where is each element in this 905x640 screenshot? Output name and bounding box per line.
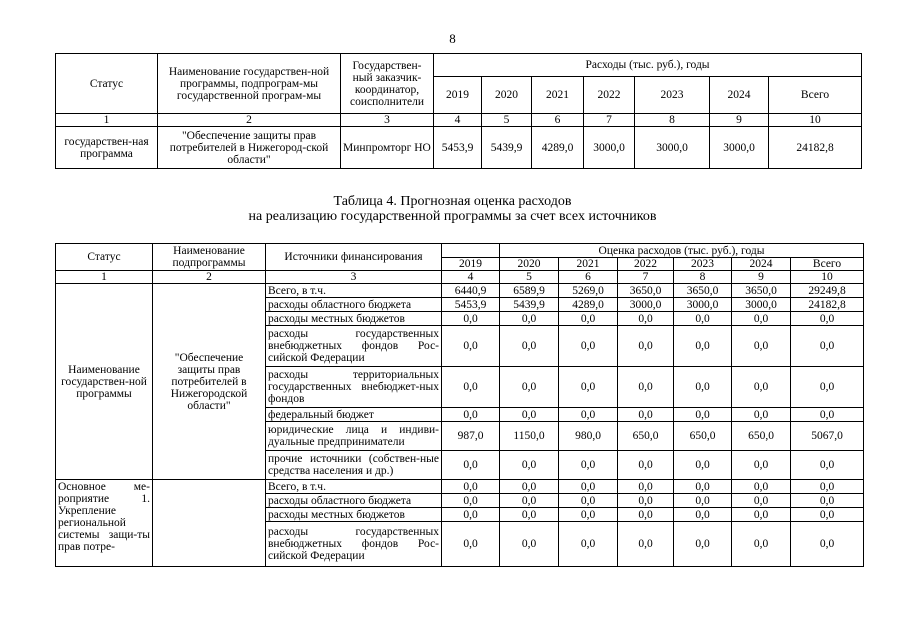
value-cell: 0,0 [618,367,674,408]
value-cell: 0,0 [559,480,618,494]
value-cell: 24182,8 [769,127,862,169]
value-cell: 650,0 [674,422,732,451]
value-cell: 0,0 [442,408,500,422]
value-cell: 0,0 [732,494,791,508]
value-cell: 0,0 [791,451,864,480]
value-cell: 6589,9 [500,284,559,298]
header-year: 2022 [618,258,674,271]
source-label: расходы областного бюджета [266,298,442,312]
value-cell: 0,0 [674,326,732,367]
column-number: 3 [266,271,442,284]
column-number: 4 [442,271,500,284]
group-subprogram: "Обеспечение защиты прав потребителей в Нижегородской области" [153,284,266,480]
value-cell: 650,0 [732,422,791,451]
value-cell: 0,0 [618,312,674,326]
value-cell: 3650,0 [674,284,732,298]
header-sources: Источники финансирования [266,244,442,271]
caption-line: Таблица 4. Прогнозная оценка расходов [333,194,572,209]
header-year: 2021 [559,258,618,271]
source-label: прочие источники (собствен-ные средства населения и др.) [266,451,442,480]
value-cell: 0,0 [618,451,674,480]
value-cell: 0,0 [559,326,618,367]
value-cell: 24182,8 [791,298,864,312]
value-cell: 5269,0 [559,284,618,298]
value-cell: 0,0 [559,522,618,567]
value-cell: 0,0 [791,494,864,508]
value-cell: 0,0 [791,326,864,367]
value-cell: 0,0 [442,522,500,567]
header-estimate: Оценка расходов (тыс. руб.), годы [500,244,864,258]
value-cell: 0,0 [442,367,500,408]
group-subprogram [153,480,266,567]
column-number: 7 [584,114,635,127]
column-number: 8 [674,271,732,284]
source-label: расходы местных бюджетов [266,508,442,522]
value-cell: 5453,9 [434,127,482,169]
value-cell: 0,0 [674,480,732,494]
value-cell: 29249,8 [791,284,864,298]
header-year: 2021 [532,77,584,114]
header-year: 2019 [442,258,500,271]
column-number: 3 [341,114,434,127]
column-number: 10 [769,114,862,127]
header-year: 2019 [434,77,482,114]
value-cell: 0,0 [442,326,500,367]
header-year: 2023 [674,258,732,271]
value-cell: 0,0 [732,480,791,494]
value-cell: 5439,9 [482,127,532,169]
value-cell: 5067,0 [791,422,864,451]
source-label: расходы местных бюджетов [266,312,442,326]
header-year: 2024 [732,258,791,271]
value-cell: 0,0 [442,480,500,494]
value-cell: 650,0 [618,422,674,451]
source-label: Всего, в т.ч. [266,480,442,494]
source-label: расходы территориальных государственных внебюджет-ных фондов [266,367,442,408]
source-label: Всего, в т.ч. [266,284,442,298]
value-cell: 0,0 [791,367,864,408]
value-cell: 0,0 [674,312,732,326]
header-year: 2020 [500,258,559,271]
table-row [56,284,864,298]
header-year: 2023 [635,77,710,114]
value-cell: 0,0 [618,508,674,522]
value-cell: 0,0 [674,522,732,567]
value-cell: 0,0 [500,312,559,326]
header-program-name: Наименование государствен-ной программы, подпрограм-мы государственной програм-мы [158,54,341,114]
header-status: Статус [56,244,153,271]
header-status: Статус [56,54,158,114]
value-cell: 0,0 [500,508,559,522]
value-cell: 3000,0 [635,127,710,169]
header-year: 2022 [584,77,635,114]
column-number: 1 [56,114,158,127]
value-cell: 0,0 [442,494,500,508]
value-cell: 0,0 [791,312,864,326]
header-total: Всего [769,77,862,114]
table-row [56,127,862,169]
value-cell: 0,0 [500,408,559,422]
value-cell: 0,0 [732,367,791,408]
value-cell: 0,0 [618,480,674,494]
value-cell: 0,0 [559,494,618,508]
header-total: Всего [791,258,864,271]
column-number: 6 [532,114,584,127]
value-cell: 3000,0 [674,298,732,312]
column-number: 8 [635,114,710,127]
column-number: 5 [482,114,532,127]
value-cell: 0,0 [618,408,674,422]
value-cell: 0,0 [500,522,559,567]
row-customer: Минпромторг НО [341,127,434,169]
value-cell: 0,0 [559,451,618,480]
column-number: 2 [153,271,266,284]
table-caption [0,194,905,224]
value-cell: 0,0 [442,508,500,522]
header-year: 2020 [482,77,532,114]
value-cell: 0,0 [559,312,618,326]
value-cell: 3000,0 [732,298,791,312]
value-cell: 0,0 [674,367,732,408]
group-status: Наименование государствен-ной программы [56,284,153,480]
column-number: 9 [732,271,791,284]
value-cell: 6440,9 [442,284,500,298]
row-status: государствен-ная программа [56,127,158,169]
value-cell: 3650,0 [732,284,791,298]
column-number: 2 [158,114,341,127]
value-cell: 0,0 [559,367,618,408]
value-cell: 0,0 [732,312,791,326]
value-cell: 0,0 [791,508,864,522]
value-cell: 0,0 [791,480,864,494]
value-cell: 3650,0 [618,284,674,298]
header-customer: Государствен-ный заказчик-координатор, соисполнители [341,54,434,114]
value-cell: 0,0 [500,367,559,408]
header-year: 2024 [710,77,769,114]
column-number: 6 [559,271,618,284]
value-cell: 0,0 [732,326,791,367]
value-cell: 0,0 [500,451,559,480]
value-cell: 5439,9 [500,298,559,312]
value-cell: 0,0 [732,408,791,422]
page-number: 8 [449,31,456,46]
value-cell: 0,0 [500,480,559,494]
column-number: 5 [500,271,559,284]
value-cell: 0,0 [559,508,618,522]
header-blank [442,244,500,258]
value-cell: 0,0 [618,326,674,367]
value-cell: 0,0 [618,522,674,567]
source-label: расходы государственных внебюджетных фондов Рос-сийской Федерации [266,522,442,567]
value-cell: 3000,0 [584,127,635,169]
column-number: 9 [710,114,769,127]
caption-line: на реализацию государственной программы за счет всех источников [248,209,657,224]
value-cell: 980,0 [559,422,618,451]
table-row [56,480,864,494]
value-cell: 987,0 [442,422,500,451]
value-cell: 0,0 [674,494,732,508]
column-number: 10 [791,271,864,284]
value-cell: 1150,0 [500,422,559,451]
value-cell: 0,0 [500,326,559,367]
source-label: юридические лица и индиви-дуальные предприниматели [266,422,442,451]
value-cell: 4289,0 [559,298,618,312]
group-status: Основное ме-роприятие 1. Укрепление региональной системы защи-ты прав потре- [56,480,153,567]
value-cell: 5453,9 [442,298,500,312]
value-cell: 0,0 [791,408,864,422]
value-cell: 0,0 [559,408,618,422]
header-subprogram: Наименование подпрограммы [153,244,266,271]
header-expenses: Расходы (тыс. руб.), годы [434,54,862,77]
column-number: 7 [618,271,674,284]
value-cell: 0,0 [791,522,864,567]
row-program-name: "Обеспечение защиты прав потребителей в Нижегород-ской области" [158,127,341,169]
value-cell: 0,0 [442,312,500,326]
source-label: расходы государственных внебюджетных фондов Рос-сийской Федерации [266,326,442,367]
value-cell: 0,0 [732,451,791,480]
value-cell: 0,0 [674,508,732,522]
value-cell: 0,0 [442,451,500,480]
value-cell: 0,0 [500,494,559,508]
value-cell: 0,0 [732,522,791,567]
value-cell: 0,0 [674,408,732,422]
source-label: федеральный бюджет [266,408,442,422]
value-cell: 0,0 [618,494,674,508]
source-label: расходы областного бюджета [266,494,442,508]
expenses-table [55,53,862,169]
value-cell: 0,0 [674,451,732,480]
value-cell: 4289,0 [532,127,584,169]
column-number: 4 [434,114,482,127]
value-cell: 3000,0 [618,298,674,312]
forecast-table [55,243,864,567]
value-cell: 3000,0 [710,127,769,169]
value-cell: 0,0 [732,508,791,522]
column-number: 1 [56,271,153,284]
